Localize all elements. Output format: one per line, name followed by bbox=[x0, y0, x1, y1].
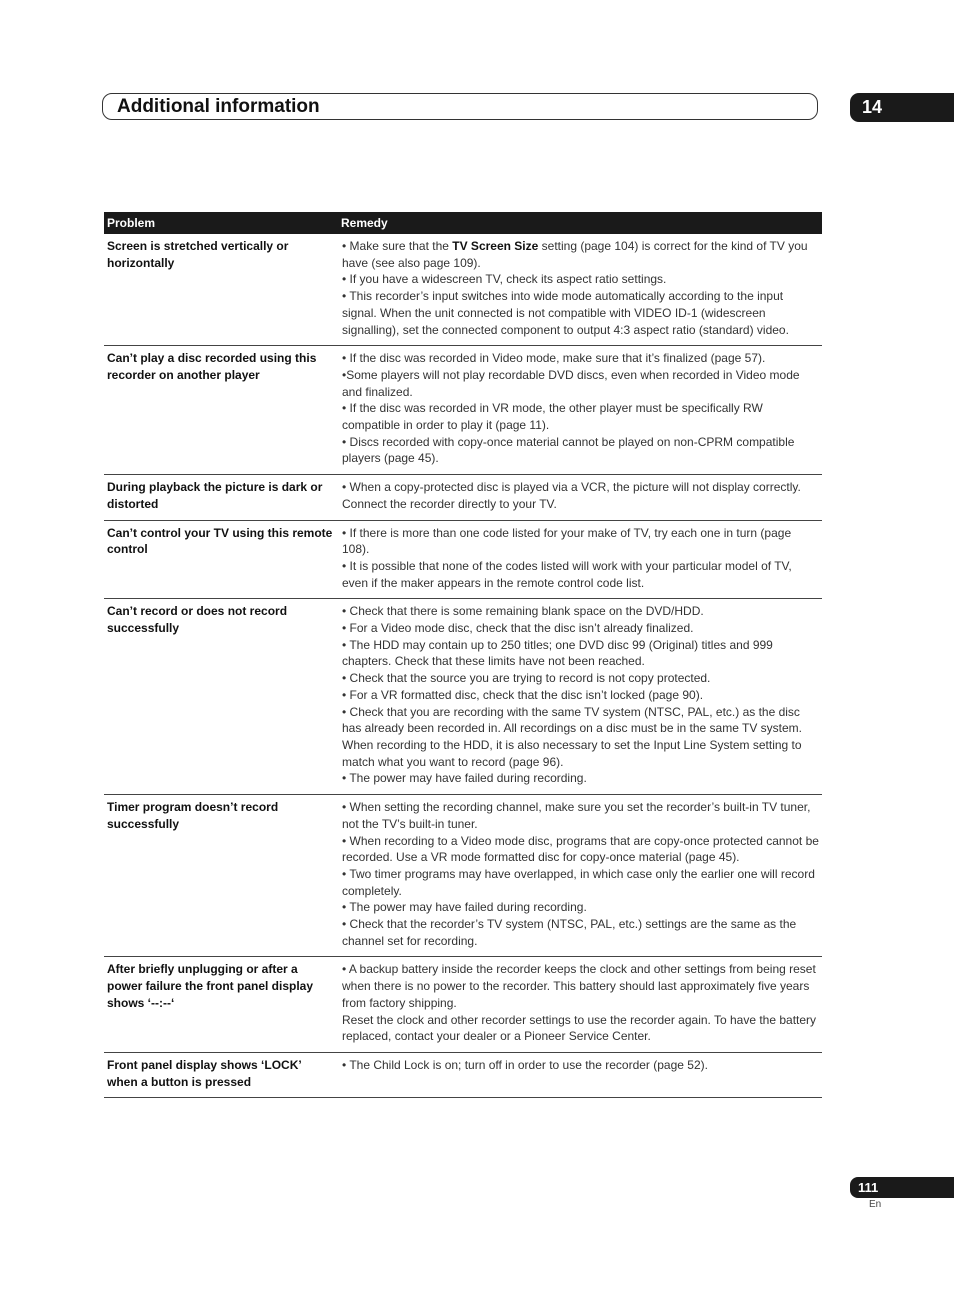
remedy-item: • A backup battery inside the recorder keeps the clock and other settings from being reset when there is no power to the recorder. This battery should last approximately five years from factory shipping. bbox=[342, 962, 816, 1010]
page-title: Additional information bbox=[117, 96, 320, 117]
table-row bbox=[104, 475, 822, 520]
table-body bbox=[104, 234, 822, 1098]
remedy-item: • When recording to a Video mode disc, programs that are copy-once protected cannot be recorded. Use a VR mode formatted disc for copy-once material (page 45). bbox=[342, 833, 819, 865]
remedy-item: Reset the clock and other recorder settings to use the recorder again. To have the battery replaced, contact your dealer or a Pioneer Service Center. bbox=[342, 1012, 817, 1044]
remedy-item: • If the disc was recorded in Video mode, make sure that it’s finalized (page 57). bbox=[342, 351, 766, 366]
remedy-item: •Some players will not play recordable DVD discs, even when recorded in Video mode and finalized. bbox=[342, 367, 800, 399]
table-row bbox=[104, 346, 822, 475]
problem-cell: Can’t record or does not record successfully bbox=[104, 599, 338, 795]
remedy-item: • The HDD may contain up to 250 titles; one DVD disc 99 (Original) titles and 999 chapters. Check that these limits have not been reached. bbox=[342, 637, 773, 669]
remedy-cell bbox=[338, 475, 822, 520]
remedy-item: • Check that you are recording with the same TV system (NTSC, PAL, etc.) as the disc has already been recorded in. All recordings on a disc must be in the same TV system. When recording to the HDD, it is also necessary to set the Input Line System setting to match what you want to record (page 96). bbox=[342, 704, 803, 769]
remedy-cell bbox=[338, 599, 822, 795]
remedy-item: • The power may have failed during recording. bbox=[342, 771, 587, 786]
problem-cell: During playback the picture is dark or distorted bbox=[104, 475, 338, 520]
remedy-item: • If there is more than one code listed for your make of TV, try each one in turn (page 108). bbox=[342, 525, 792, 557]
table-header-row bbox=[104, 212, 822, 234]
table-row bbox=[104, 1052, 822, 1097]
remedy-item: • If the disc was recorded in VR mode, the other player must be specifically RW compatible in order to play it (page 11). bbox=[342, 401, 763, 433]
troubleshooting-table bbox=[104, 212, 822, 1098]
table-row bbox=[104, 795, 822, 957]
remedy-item: • When setting the recording channel, make sure you set the recorder’s built-in TV tuner, not the TV’s built-in tuner. bbox=[342, 800, 811, 831]
remedy-item: • When a copy-protected disc is played via a VCR, the picture will not display correctly. Connect the recorder directly to your TV. bbox=[342, 480, 801, 511]
remedy-cell bbox=[338, 520, 822, 599]
remedy-cell bbox=[338, 1052, 822, 1097]
column-header-remedy: Remedy bbox=[338, 212, 822, 234]
page-language: En bbox=[869, 1199, 882, 1210]
problem-cell: Timer program doesn’t record successfully bbox=[104, 795, 338, 957]
remedy-cell bbox=[338, 795, 822, 957]
problem-cell: After briefly unplugging or after a power failure the front panel display shows ‘--:--‘ bbox=[104, 957, 338, 1053]
problem-cell: Screen is stretched vertically or horizontally bbox=[104, 234, 338, 346]
remedy-item: • The Child Lock is on; turn off in order to use the recorder (page 52). bbox=[342, 1057, 708, 1072]
remedy-item: • Check that the source you are trying to record is not copy protected. bbox=[342, 671, 711, 686]
remedy-item: • Check that the recorder’s TV system (NTSC, PAL, etc.) settings are the same as the channel set for recording. bbox=[342, 917, 797, 948]
table-row bbox=[104, 957, 822, 1053]
remedy-item: • Make sure that the TV Screen Size setting (page 104) is correct for the kind of TV you have (see also page 109). bbox=[342, 239, 808, 270]
remedy-cell bbox=[338, 346, 822, 475]
remedy-item: • This recorder’s input switches into wide mode automatically according to the input signal. When the unit connected is not compatible with VIDEO ID-1 (widescreen signalling), set the connected component to output 4:3 aspect ratio (standard) video. bbox=[342, 289, 789, 337]
column-header-problem: Problem bbox=[104, 212, 338, 234]
problem-cell: Can’t play a disc recorded using this recorder on another player bbox=[104, 346, 338, 475]
remedy-item: • For a Video mode disc, check that the disc isn’t already finalized. bbox=[342, 621, 694, 636]
remedy-cell bbox=[338, 234, 822, 346]
remedy-item: • Check that there is some remaining blank space on the DVD/HDD. bbox=[342, 604, 704, 619]
remedy-cell bbox=[338, 957, 822, 1053]
problem-cell: Can’t control your TV using this remote control bbox=[104, 520, 338, 599]
remedy-item: • If you have a widescreen TV, check its aspect ratio settings. bbox=[342, 272, 667, 287]
remedy-item: • It is possible that none of the codes listed will work with your particular model of TV, even if the maker appears in the remote control code list. bbox=[342, 558, 792, 590]
problem-cell: Front panel display shows ‘LOCK’ when a button is pressed bbox=[104, 1052, 338, 1097]
remedy-item: • For a VR formatted disc, check that the disc isn’t locked (page 90). bbox=[342, 687, 704, 702]
remedy-item: • Two timer programs may have overlapped, in which case only the earlier one will record completely. bbox=[342, 866, 815, 898]
remedy-item: • Discs recorded with copy-once material cannot be played on non-CPRM compatible players (page 45). bbox=[342, 434, 795, 466]
remedy-item: • The power may have failed during recording. bbox=[342, 900, 587, 915]
table-row bbox=[104, 520, 822, 599]
table-row bbox=[104, 234, 822, 346]
table-row bbox=[104, 599, 822, 795]
page-number: 111 bbox=[858, 1180, 879, 1195]
chapter-number: 14 bbox=[862, 97, 883, 117]
